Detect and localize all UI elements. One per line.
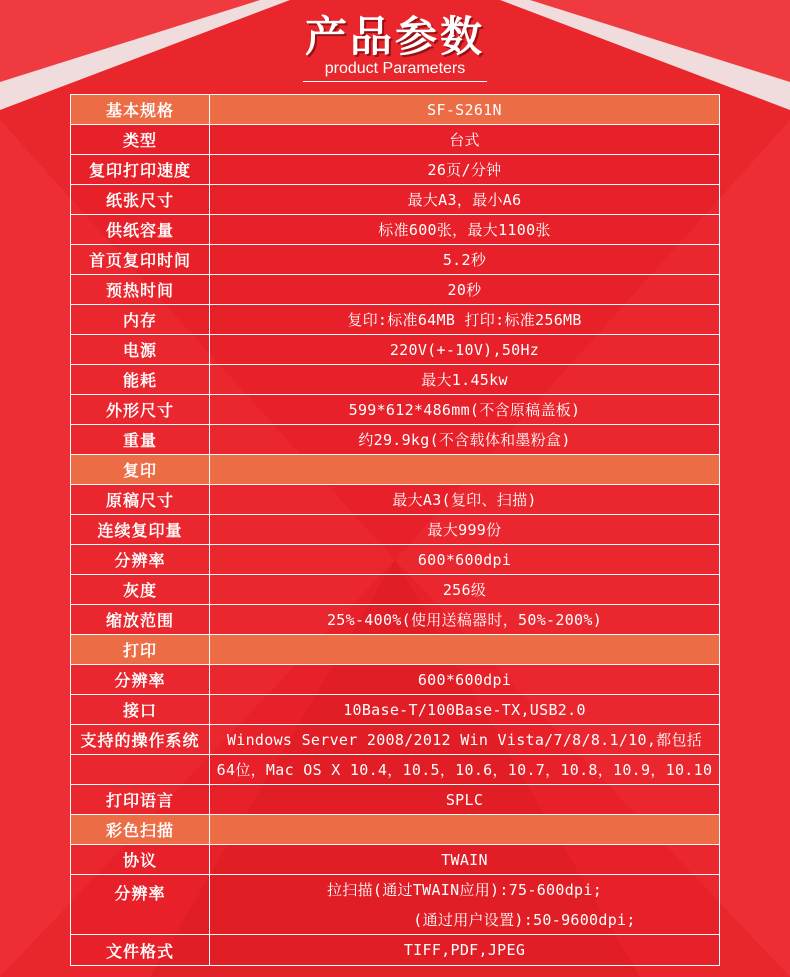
row-value: 25%-400%(使用送稿器时，50%-200%) (326, 611, 603, 629)
row-label: 分辨率 (71, 875, 210, 934)
section-header-row (71, 635, 719, 665)
row-value: 最大A3，最小A6 (407, 191, 522, 209)
subtitle-underline (303, 81, 487, 82)
row-label: 连续复印量 (71, 515, 210, 544)
row-value (210, 875, 719, 934)
row-label: 首页复印时间 (71, 245, 210, 274)
row-label: 内存 (71, 305, 210, 334)
page-title: 产品参数 (304, 12, 485, 61)
row-value-line-2: (通过用户设置):50-9600dpi; (413, 910, 636, 929)
row-label: 类型 (71, 125, 210, 154)
row-value: TWAIN (441, 850, 488, 869)
row-value: SF-S261N (210, 95, 719, 124)
table-row (71, 125, 719, 155)
section-header-row (71, 95, 719, 125)
row-label: 预热时间 (71, 275, 210, 304)
row-value: 复印:标准64MB 打印:标准256MB (347, 311, 582, 329)
table-row (71, 395, 719, 425)
row-value: 220V(+-10V),50Hz (389, 340, 540, 359)
row-label: 供纸容量 (71, 215, 210, 244)
table-row (71, 275, 719, 305)
row-label: 彩色扫描 (71, 815, 210, 844)
table-row (71, 545, 719, 575)
spec-table (70, 94, 720, 966)
table-row (71, 425, 719, 455)
row-label: 原稿尺寸 (71, 485, 210, 514)
table-row (71, 665, 719, 695)
row-value: 最大1.45kw (421, 371, 508, 389)
row-value: 26页/分钟 (427, 161, 502, 179)
table-row (71, 755, 719, 785)
row-value: 标准600张，最大1100张 (378, 221, 551, 239)
row-value: 约29.9kg(不含载体和墨粉盒) (358, 431, 571, 449)
row-label: 文件格式 (71, 935, 210, 965)
row-label: 能耗 (71, 365, 210, 394)
table-row (71, 245, 719, 275)
row-value: 10Base-T/100Base-TX,USB2.0 (343, 700, 586, 719)
table-row (71, 155, 719, 185)
row-label: 协议 (71, 845, 210, 874)
row-value: 台式 (449, 131, 480, 149)
row-value: TIFF,PDF,JPEG (403, 941, 526, 959)
row-label: 复印打印速度 (71, 155, 210, 184)
row-label: 基本规格 (71, 95, 210, 124)
row-value (210, 635, 719, 664)
page-subtitle: product Parameters (324, 60, 466, 77)
table-row (71, 935, 719, 965)
section-header-row (71, 455, 719, 485)
row-label: 支持的操作系统 (71, 725, 210, 754)
section-header-row (71, 815, 719, 845)
row-value: 600*600dpi (417, 670, 512, 689)
row-value: 599*612*486mm(不含原稿盖板) (348, 401, 581, 419)
row-label: 缩放范围 (71, 605, 210, 634)
table-row (71, 185, 719, 215)
row-label: 分辨率 (71, 545, 210, 574)
row-value (210, 815, 719, 844)
row-label: 外形尺寸 (71, 395, 210, 424)
table-row (71, 485, 719, 515)
table-row (71, 605, 719, 635)
row-value: 最大999份 (427, 521, 502, 539)
table-row (71, 725, 719, 755)
table-row (71, 215, 719, 245)
row-label: 复印 (71, 455, 210, 484)
table-row (71, 365, 719, 395)
row-label: 接口 (71, 695, 210, 724)
table-row (71, 695, 719, 725)
row-label: 重量 (71, 425, 210, 454)
row-value-line-1: 拉扫描(通过TWAIN应用):75-600dpi; (326, 881, 603, 900)
row-label: 灰度 (71, 575, 210, 604)
row-value: 64位，Mac OS X 10.4，10.5，10.6，10.7，10.8，10.9，10.10 (216, 761, 713, 779)
row-value: Windows Server 2008/2012 Win Vista/7/8/8.1/10,都包括 (226, 731, 703, 749)
row-value: 5.2秒 (442, 251, 487, 269)
row-value: 256级 (442, 581, 487, 599)
row-label: 纸张尺寸 (71, 185, 210, 214)
row-value: 20秒 (447, 281, 482, 299)
row-value (210, 455, 719, 484)
row-value: 600*600dpi (417, 550, 512, 569)
table-row (71, 335, 719, 365)
table-row (71, 515, 719, 545)
row-label (71, 755, 210, 784)
row-value: SPLC (445, 790, 484, 809)
table-row (71, 875, 719, 935)
table-row (71, 785, 719, 815)
table-row (71, 305, 719, 335)
table-row (71, 845, 719, 875)
row-value: 最大A3(复印、扫描) (392, 491, 537, 509)
page-header (0, 0, 790, 92)
row-label: 打印 (71, 635, 210, 664)
row-label: 电源 (71, 335, 210, 364)
row-label: 分辨率 (71, 665, 210, 694)
table-row (71, 575, 719, 605)
row-label: 打印语言 (71, 785, 210, 814)
